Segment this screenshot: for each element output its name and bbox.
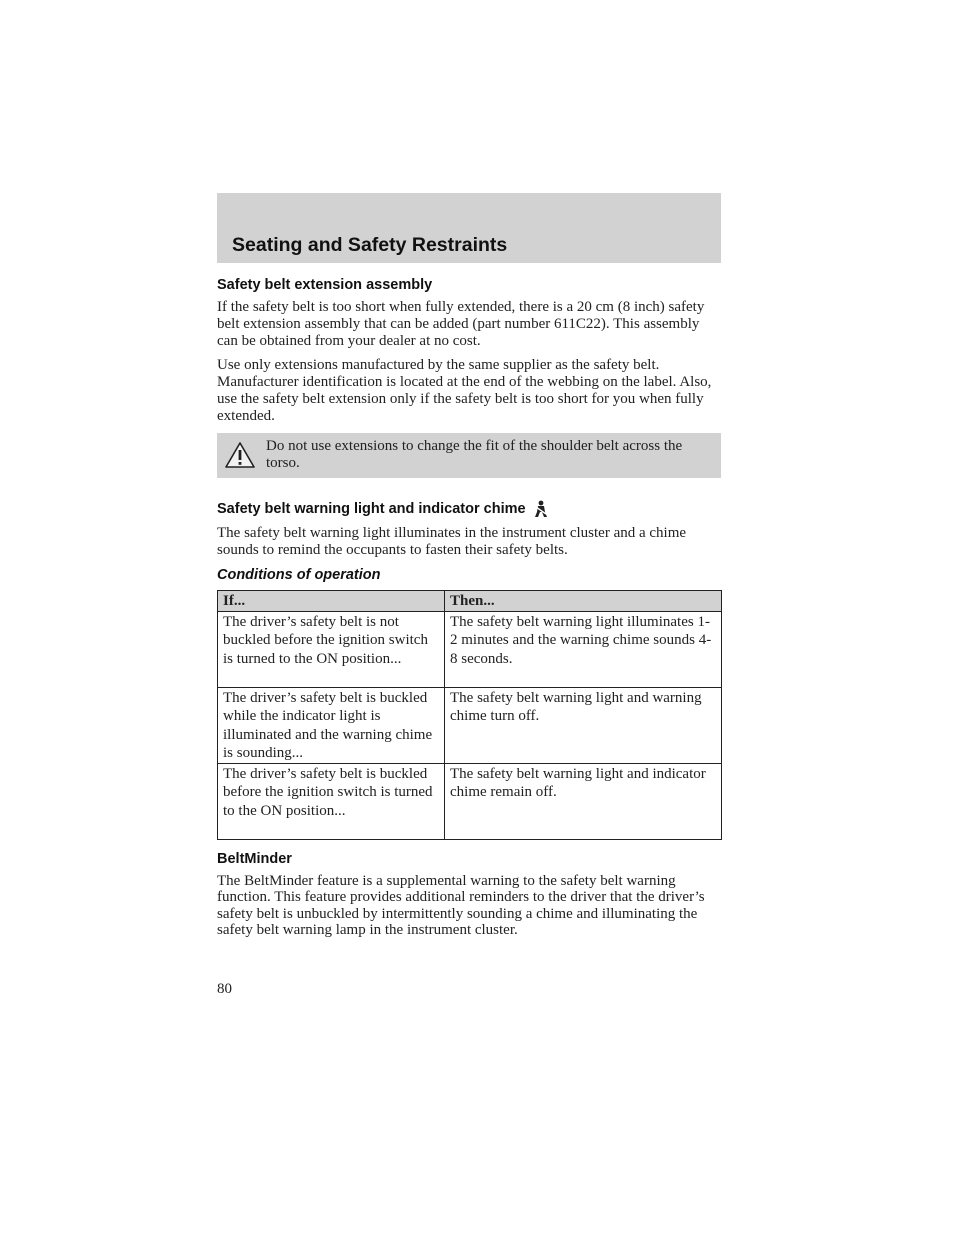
- table-cell: The driver’s safety belt is not buckled before the ignition switch is turned to the ON position...: [218, 611, 445, 687]
- warning-triangle-icon: [224, 441, 256, 469]
- chime-heading: Safety belt warning light and indicator chime: [217, 501, 526, 517]
- page-title: Seating and Safety Restraints: [232, 234, 508, 256]
- table-cell: The driver’s safety belt is buckled while the indicator light is illuminated and the warning chime is sounding...: [218, 687, 445, 763]
- extension-heading: Safety belt extension assembly: [217, 277, 433, 293]
- table-cell: The safety belt warning light and indicator chime remain off.: [445, 763, 722, 839]
- beltminder-para: The BeltMinder feature is a supplemental warning to the safety belt warning function. This feature provides additional reminders to the driver that the driver’s safety belt is unbuckled by intermittently sounding a chime and illuminating the safety belt warning lamp in the instrument cluster.: [217, 872, 705, 938]
- chime-para: The safety belt warning light illuminates in the instrument cluster and a chime sounds to remind the occupants to fasten their safety belts.: [217, 525, 687, 558]
- extension-para-2: Use only extensions manufactured by the same supplier as the safety belt. Manufacturer identification is located at the end of the webbing on the label. Also, use the safety belt extension only if the safety belt is too short for you when fully extended.: [217, 357, 712, 424]
- table-row: [218, 687, 722, 763]
- table-header-row: [218, 591, 722, 612]
- warning-box: [217, 433, 721, 478]
- warning-text: Do not use extensions to change the fit of the shoulder belt across the torso.: [266, 438, 683, 471]
- extension-para-1: If the safety belt is too short when fully extended, there is a 20 cm (8 inch) safety belt extension assembly that can be added (part number 611C22). This assembly can be obtained from your dealer at no cost.: [217, 299, 705, 349]
- section-header-band: [217, 193, 721, 263]
- table-row: [218, 763, 722, 839]
- table-row: [218, 611, 722, 687]
- chime-heading-row: [217, 500, 721, 518]
- table-cell: The safety belt warning light and warning chime turn off.: [445, 687, 722, 763]
- table-cell: The safety belt warning light illuminates 1-2 minutes and the warning chime sounds 4-8 seconds.: [445, 611, 722, 687]
- table-header-if: If...: [218, 591, 445, 612]
- seatbelt-icon: [534, 500, 548, 518]
- beltminder-heading: BeltMinder: [217, 850, 292, 867]
- conditions-table: [217, 590, 722, 840]
- page-number: 80: [217, 981, 232, 997]
- table-header-then: Then...: [445, 591, 722, 612]
- conditions-heading: Conditions of operation: [217, 567, 381, 583]
- manual-page: [217, 193, 721, 939]
- table-cell: The driver’s safety belt is buckled before the ignition switch is turned to the ON position...: [218, 763, 445, 839]
